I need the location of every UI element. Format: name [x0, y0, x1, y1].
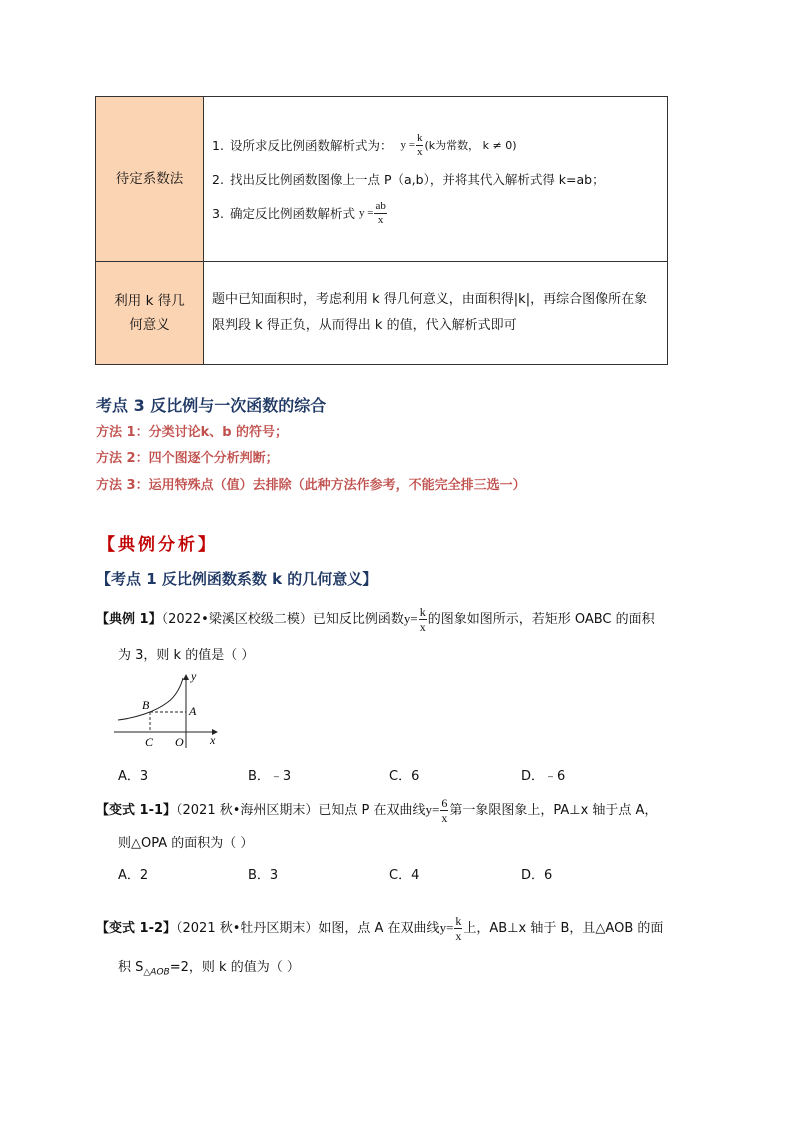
label-y: y	[191, 672, 197, 683]
example-1-line1: 【典例 1】（2022•梁溪区校级二模）已知反比例函数y= $\frac{k}{x}$ 的图象如图所示，若矩形 OABC 的面积	[96, 605, 655, 634]
hyperbola-curve	[118, 678, 183, 720]
variant-1-1-line2: 则△OPA 的面积为（ ）	[118, 836, 254, 851]
fraction-k-over-x: $\frac{k}{x}$	[416, 131, 423, 158]
variant-1-1-line1: 【变式 1-1】（2021 秋•海州区期末）已知点 P 在双曲线y= $\frac{6}{x}$ 第一象限图象上，PA⊥x 轴于点 A，	[96, 796, 658, 825]
method-2: 方法 2：四个图逐个分析判断；	[96, 451, 279, 466]
row-header-k-geometric-meaning: 利用 k 得几 何意义	[96, 262, 204, 365]
variant-1-2-line2: 积 $S_{\triangle AOB}=2$，则 k 的值为（ ）	[118, 960, 300, 978]
label-A: A	[189, 704, 197, 718]
fraction-k-over-x: $\frac{k}{x}$	[455, 914, 462, 943]
table-row	[96, 262, 668, 365]
kaodian-1-title: 【考点 1 反比例函数系数 k 的几何意义】	[96, 570, 378, 588]
method-1: 方法 1：分类讨论k、b 的符号；	[96, 425, 289, 440]
step-2: 2. 找出反比例函数图像上一点 P（a,b），并将其代入解析式得 k=ab；	[212, 171, 605, 187]
fraction-k-over-x: $\frac{k}{x}$	[419, 605, 426, 634]
kaodian-3-title: 考点 3 反比例与一次函数的综合	[96, 396, 327, 415]
example-1-figure	[110, 672, 220, 750]
fraction-ab-over-x: $\frac{ab}{x}$	[375, 199, 386, 226]
ex1-option-b[interactable]: B．﹣3	[248, 769, 292, 784]
var11-option-d[interactable]: D．6	[521, 868, 553, 883]
var11-option-c[interactable]: C．4	[389, 868, 420, 883]
ex1-option-d[interactable]: D．﹣6	[521, 769, 566, 784]
ex1-option-c[interactable]: C．6	[389, 769, 420, 784]
method-table	[95, 96, 668, 365]
fraction-6-over-x: $\frac{6}{x}$	[441, 796, 448, 825]
section-title: 【典例分析】	[98, 535, 218, 555]
row-body-steps	[204, 97, 668, 262]
step-3: 3. 确定反比例函数解析式 y = $\frac{ab}{x}$	[212, 199, 386, 226]
method-3: 方法 3：运用特殊点（值）去排除（此种方法作参考，不能完全排三选一）	[96, 478, 526, 493]
row-header-undetermined-coefficient: 待定系数法	[96, 97, 204, 262]
y-axis-arrow	[183, 674, 189, 680]
example-1-line2: 为 3，则 k 的值是（ ）	[118, 648, 255, 663]
variant-1-2-line1: 【变式 1-2】（2021 秋•牡丹区期末）如图，点 A 在双曲线y= $\frac{k}{x}$ 上，AB⊥x 轴于 B，且△AOB 的面	[96, 914, 664, 943]
row-body-k-meaning: 题中已知面积时，考虑利用 k 得几何意义，由面积得|k|，再综合图像所在象 限判段 k 得正负，从而得出 k 的值，代入解析式即可	[204, 262, 668, 365]
var11-option-a[interactable]: A．2	[118, 868, 149, 883]
ex1-option-a[interactable]: A．3	[118, 769, 149, 784]
step-1: 1. 设所求反比例函数解析式为： y = $\frac{k}{x}$ (k为常数， k ≠ 0)	[212, 131, 517, 158]
var11-option-b[interactable]: B．3	[248, 868, 279, 883]
label-x: x	[210, 733, 216, 747]
label-C: C	[145, 735, 154, 749]
table-row	[96, 97, 668, 262]
label-B: B	[142, 698, 150, 712]
label-O: O	[175, 735, 184, 749]
